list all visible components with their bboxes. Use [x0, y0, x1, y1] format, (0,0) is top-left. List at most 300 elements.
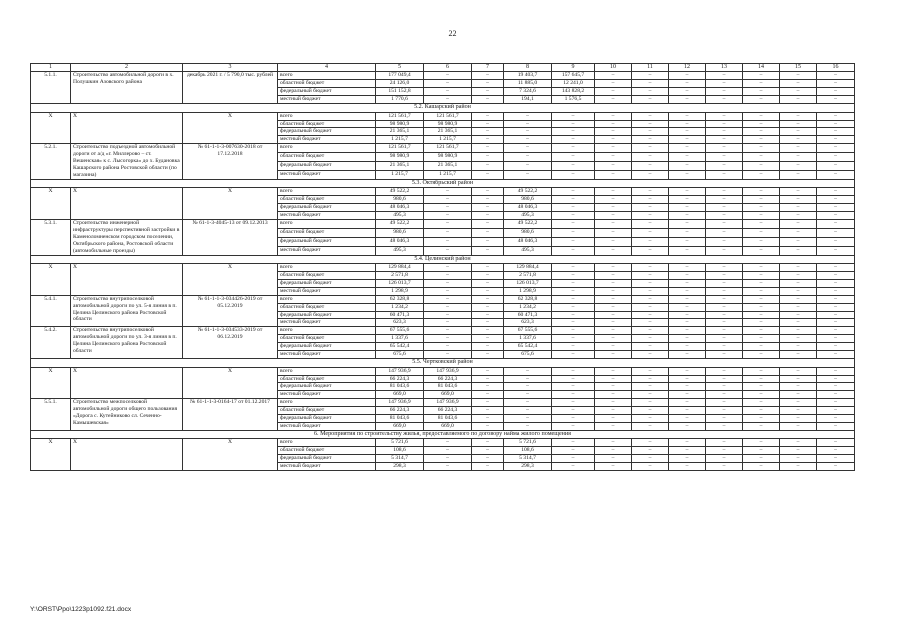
empty-year-cell: –	[632, 455, 669, 463]
amount-cell: –	[472, 237, 504, 246]
empty-year-cell: –	[595, 351, 632, 359]
empty-year-cell: –	[669, 335, 706, 343]
empty-year-cell: –	[743, 319, 780, 327]
empty-year-cell: –	[817, 391, 855, 399]
amount-cell: 121 561,7	[376, 112, 424, 120]
empty-year-cell: –	[780, 120, 817, 128]
amount-cell: –	[472, 228, 504, 237]
funding-source: федеральный бюджет	[278, 237, 376, 246]
header-cell: 1	[31, 64, 71, 72]
empty-year-cell: –	[595, 343, 632, 351]
item-document: Х	[183, 439, 278, 471]
amount-cell: 21 365,1	[424, 162, 472, 171]
empty-year-cell: –	[706, 120, 743, 128]
amount-cell: –	[472, 220, 504, 229]
amount-cell: 623,3	[504, 319, 552, 327]
empty-year-cell: –	[669, 112, 706, 120]
empty-year-cell: –	[595, 162, 632, 171]
table-row	[31, 112, 855, 120]
amount-cell: 121 561,7	[424, 144, 472, 153]
empty-year-cell: –	[780, 246, 817, 255]
empty-year-cell: –	[632, 407, 669, 415]
empty-year-cell: –	[706, 319, 743, 327]
amount-cell: –	[552, 237, 595, 246]
empty-year-cell: –	[632, 335, 669, 343]
funding-source: местный бюджет	[278, 212, 376, 220]
empty-year-cell: –	[595, 72, 632, 80]
empty-year-cell: –	[669, 311, 706, 319]
empty-year-cell: –	[817, 335, 855, 343]
empty-year-cell: –	[595, 128, 632, 136]
empty-year-cell: –	[817, 128, 855, 136]
empty-year-cell: –	[632, 237, 669, 246]
funding-source: местный бюджет	[278, 287, 376, 295]
empty-year-cell: –	[595, 88, 632, 96]
empty-year-cell: –	[706, 375, 743, 383]
empty-year-cell: –	[743, 188, 780, 196]
empty-year-cell: –	[595, 120, 632, 128]
amount-cell: –	[552, 455, 595, 463]
empty-year-cell: –	[595, 112, 632, 120]
amount-cell: –	[472, 120, 504, 128]
empty-year-cell: –	[817, 422, 855, 430]
amount-cell: –	[424, 455, 472, 463]
empty-year-cell: –	[595, 279, 632, 287]
empty-year-cell: –	[632, 272, 669, 280]
amount-cell: –	[424, 439, 472, 447]
empty-year-cell: –	[706, 391, 743, 399]
amount-cell: 49 522,2	[376, 188, 424, 196]
empty-year-cell: –	[669, 327, 706, 335]
empty-year-cell: –	[817, 303, 855, 311]
empty-year-cell: –	[817, 415, 855, 423]
amount-cell: –	[472, 311, 504, 319]
amount-cell: 147 936,9	[424, 367, 472, 375]
header-cell: 9	[552, 64, 595, 72]
amount-cell: –	[424, 335, 472, 343]
empty-year-cell: –	[595, 96, 632, 104]
empty-year-cell: –	[817, 72, 855, 80]
header-cell: 4	[278, 64, 376, 72]
amount-cell: 81 043,6	[376, 415, 424, 423]
empty-year-cell: –	[669, 422, 706, 430]
empty-year-cell: –	[780, 375, 817, 383]
funding-source: всего	[278, 295, 376, 303]
empty-year-cell: –	[706, 327, 743, 335]
amount-cell: –	[472, 112, 504, 120]
empty-year-cell: –	[595, 455, 632, 463]
item-number: Х	[31, 439, 71, 471]
empty-year-cell: –	[743, 415, 780, 423]
empty-year-cell: –	[743, 422, 780, 430]
amount-cell: 1 337,6	[504, 335, 552, 343]
empty-year-cell: –	[817, 88, 855, 96]
footer-file-path: Y:\ORST\Ppo\1223p1092.f21.docx	[30, 606, 132, 613]
amount-cell: 81 043,6	[424, 383, 472, 391]
empty-year-cell: –	[706, 439, 743, 447]
empty-year-cell: –	[743, 399, 780, 407]
empty-year-cell: –	[780, 264, 817, 272]
empty-year-cell: –	[632, 120, 669, 128]
amount-cell: –	[472, 422, 504, 430]
empty-year-cell: –	[595, 220, 632, 229]
amount-cell: –	[552, 327, 595, 335]
empty-year-cell: –	[780, 136, 817, 144]
amount-cell: –	[472, 303, 504, 311]
empty-year-cell: –	[743, 228, 780, 237]
funding-source: областной бюджет	[278, 447, 376, 455]
amount-cell: –	[552, 120, 595, 128]
amount-cell: –	[552, 287, 595, 295]
empty-year-cell: –	[743, 279, 780, 287]
item-name: Строительство внутрипоселковой автомобильной дороги по ул. 5-я линия в п. Целина Целинского района Ростовской области	[71, 295, 183, 327]
amount-cell: 147 936,9	[376, 399, 424, 407]
amount-cell: 66 224,3	[376, 407, 424, 415]
empty-year-cell: –	[706, 112, 743, 120]
empty-year-cell: –	[780, 463, 817, 471]
empty-year-cell: –	[780, 287, 817, 295]
amount-cell: 675,6	[504, 351, 552, 359]
amount-cell: 669,0	[424, 391, 472, 399]
empty-year-cell: –	[669, 287, 706, 295]
amount-cell: –	[472, 136, 504, 144]
empty-year-cell: –	[669, 80, 706, 88]
amount-cell: 24 126,0	[376, 80, 424, 88]
empty-year-cell: –	[817, 327, 855, 335]
amount-cell: 49 522,2	[376, 220, 424, 229]
amount-cell: 980,6	[376, 196, 424, 204]
amount-cell: 66 224,3	[424, 407, 472, 415]
empty-year-cell: –	[669, 264, 706, 272]
amount-cell: 669,0	[376, 391, 424, 399]
empty-year-cell: –	[632, 279, 669, 287]
empty-year-cell: –	[817, 272, 855, 280]
amount-cell: 21 365,1	[424, 128, 472, 136]
amount-cell: –	[424, 327, 472, 335]
empty-year-cell: –	[743, 455, 780, 463]
empty-year-cell: –	[595, 188, 632, 196]
amount-cell: –	[472, 88, 504, 96]
amount-cell: –	[504, 399, 552, 407]
amount-cell: 49 522,2	[504, 188, 552, 196]
empty-year-cell: –	[780, 220, 817, 229]
empty-year-cell: –	[780, 228, 817, 237]
empty-year-cell: –	[632, 80, 669, 88]
empty-year-cell: –	[706, 220, 743, 229]
amount-cell: –	[552, 463, 595, 471]
header-cell: 5	[376, 64, 424, 72]
empty-year-cell: –	[817, 407, 855, 415]
item-name: Х	[71, 112, 183, 144]
amount-cell: 48 046,3	[376, 237, 424, 246]
empty-year-cell: –	[780, 455, 817, 463]
section-row	[31, 359, 855, 368]
header-row	[31, 64, 855, 72]
section-row	[31, 104, 855, 113]
amount-cell: –	[472, 415, 504, 423]
empty-year-cell: –	[632, 136, 669, 144]
empty-year-cell: –	[706, 422, 743, 430]
empty-year-cell: –	[595, 327, 632, 335]
amount-cell: 129 884,4	[376, 264, 424, 272]
amount-cell: –	[472, 212, 504, 220]
empty-year-cell: –	[632, 153, 669, 162]
empty-year-cell: –	[669, 272, 706, 280]
amount-cell: –	[424, 279, 472, 287]
table-row	[31, 220, 855, 229]
funding-source: местный бюджет	[278, 463, 376, 471]
empty-year-cell: –	[632, 228, 669, 237]
funding-source: всего	[278, 399, 376, 407]
empty-year-cell: –	[632, 188, 669, 196]
empty-year-cell: –	[669, 375, 706, 383]
amount-cell: –	[472, 80, 504, 88]
empty-year-cell: –	[743, 287, 780, 295]
empty-year-cell: –	[743, 112, 780, 120]
empty-year-cell: –	[780, 407, 817, 415]
empty-year-cell: –	[706, 80, 743, 88]
amount-cell: –	[504, 422, 552, 430]
empty-year-cell: –	[669, 196, 706, 204]
empty-year-cell: –	[743, 162, 780, 171]
amount-cell: 2 571,8	[504, 272, 552, 280]
item-number: 5.1.1.	[31, 72, 71, 104]
amount-cell: –	[424, 96, 472, 104]
amount-cell: –	[552, 311, 595, 319]
empty-year-cell: –	[595, 287, 632, 295]
empty-year-cell: –	[669, 144, 706, 153]
amount-cell: –	[552, 272, 595, 280]
amount-cell: 66 224,3	[376, 375, 424, 383]
item-number: Х	[31, 188, 71, 220]
empty-year-cell: –	[706, 170, 743, 179]
empty-year-cell: –	[817, 383, 855, 391]
empty-year-cell: –	[817, 287, 855, 295]
empty-year-cell: –	[595, 375, 632, 383]
empty-year-cell: –	[780, 439, 817, 447]
section-title: 5.3. Октябрьский район	[31, 179, 855, 188]
empty-year-cell: –	[595, 367, 632, 375]
empty-year-cell: –	[743, 391, 780, 399]
empty-year-cell: –	[780, 153, 817, 162]
item-document: декабрь 2021 г. / 5 790,0 тыс. рублей	[183, 72, 278, 104]
empty-year-cell: –	[817, 246, 855, 255]
table-row	[31, 264, 855, 272]
funding-source: всего	[278, 439, 376, 447]
amount-cell: 48 046,3	[504, 237, 552, 246]
amount-cell: 65 542,4	[504, 343, 552, 351]
amount-cell: 108,6	[504, 447, 552, 455]
empty-year-cell: –	[817, 463, 855, 471]
empty-year-cell: –	[669, 170, 706, 179]
item-document: Х	[183, 112, 278, 144]
amount-cell: 121 561,7	[376, 144, 424, 153]
amount-cell: 98 980,9	[376, 153, 424, 162]
empty-year-cell: –	[632, 204, 669, 212]
empty-year-cell: –	[706, 335, 743, 343]
empty-year-cell: –	[780, 343, 817, 351]
amount-cell: 177 049,4	[376, 72, 424, 80]
empty-year-cell: –	[780, 422, 817, 430]
empty-year-cell: –	[780, 112, 817, 120]
funding-source: местный бюджет	[278, 391, 376, 399]
empty-year-cell: –	[743, 439, 780, 447]
amount-cell: –	[472, 188, 504, 196]
empty-year-cell: –	[632, 196, 669, 204]
empty-year-cell: –	[669, 153, 706, 162]
amount-cell: –	[504, 120, 552, 128]
empty-year-cell: –	[669, 128, 706, 136]
amount-cell: –	[472, 375, 504, 383]
empty-year-cell: –	[595, 204, 632, 212]
amount-cell: –	[424, 220, 472, 229]
amount-cell: 1 576,5	[552, 96, 595, 104]
amount-cell: –	[552, 319, 595, 327]
funding-source: областной бюджет	[278, 196, 376, 204]
empty-year-cell: –	[817, 220, 855, 229]
empty-year-cell: –	[743, 212, 780, 220]
amount-cell: –	[472, 204, 504, 212]
amount-cell: –	[552, 367, 595, 375]
amount-cell: –	[552, 295, 595, 303]
amount-cell: –	[472, 279, 504, 287]
amount-cell: 60 471,3	[376, 311, 424, 319]
amount-cell: –	[552, 144, 595, 153]
amount-cell: –	[424, 228, 472, 237]
empty-year-cell: –	[595, 264, 632, 272]
empty-year-cell: –	[632, 422, 669, 430]
item-number: 5.2.1.	[31, 144, 71, 180]
amount-cell: 147 936,9	[376, 367, 424, 375]
empty-year-cell: –	[595, 144, 632, 153]
empty-year-cell: –	[669, 399, 706, 407]
empty-year-cell: –	[595, 463, 632, 471]
empty-year-cell: –	[780, 272, 817, 280]
empty-year-cell: –	[706, 407, 743, 415]
empty-year-cell: –	[743, 96, 780, 104]
empty-year-cell: –	[706, 128, 743, 136]
header-cell: 8	[504, 64, 552, 72]
empty-year-cell: –	[669, 136, 706, 144]
funding-source: областной бюджет	[278, 272, 376, 280]
section-title: 6. Мероприятия по строительству жилья, предоставляемого по договору найма жилого помещения	[31, 430, 855, 439]
empty-year-cell: –	[669, 162, 706, 171]
empty-year-cell: –	[706, 455, 743, 463]
empty-year-cell: –	[632, 96, 669, 104]
amount-cell: –	[552, 279, 595, 287]
amount-cell: 98 980,9	[376, 120, 424, 128]
funding-source: федеральный бюджет	[278, 204, 376, 212]
amount-cell: –	[552, 212, 595, 220]
amount-cell: 147 936,9	[424, 399, 472, 407]
empty-year-cell: –	[817, 120, 855, 128]
item-name: Строительство инженерной инфраструктуры перспективной застройки в Каменоломненском городском поселении, Октябрьского района, Ростовской области (автомобильные проезды)	[71, 220, 183, 256]
empty-year-cell: –	[743, 72, 780, 80]
empty-year-cell: –	[632, 264, 669, 272]
amount-cell: 1 215,7	[424, 136, 472, 144]
empty-year-cell: –	[669, 88, 706, 96]
empty-year-cell: –	[595, 170, 632, 179]
funding-source: всего	[278, 220, 376, 229]
empty-year-cell: –	[743, 120, 780, 128]
empty-year-cell: –	[595, 228, 632, 237]
empty-year-cell: –	[817, 228, 855, 237]
amount-cell: 7 324,6	[504, 88, 552, 96]
amount-cell: 980,6	[504, 228, 552, 237]
empty-year-cell: –	[706, 228, 743, 237]
empty-year-cell: –	[632, 391, 669, 399]
amount-cell: –	[504, 112, 552, 120]
item-name: Строительство подъездной автомобильной дороги от а/д «г. Миллерово – ст. Вешенская» к с. Лысогорка» до х. Будановка Кашарского района Ростовской области (по магазина)	[71, 144, 183, 180]
empty-year-cell: –	[632, 399, 669, 407]
amount-cell: 62 328,8	[376, 295, 424, 303]
amount-cell: 669,0	[424, 422, 472, 430]
amount-cell: 980,6	[376, 228, 424, 237]
empty-year-cell: –	[595, 335, 632, 343]
amount-cell: 5 314,7	[504, 455, 552, 463]
amount-cell: 1 337,6	[376, 335, 424, 343]
amount-cell: 81 043,6	[376, 383, 424, 391]
item-name: Х	[71, 367, 183, 399]
amount-cell: –	[552, 228, 595, 237]
empty-year-cell: –	[669, 319, 706, 327]
empty-year-cell: –	[743, 272, 780, 280]
empty-year-cell: –	[780, 162, 817, 171]
empty-year-cell: –	[780, 351, 817, 359]
amount-cell: –	[424, 246, 472, 255]
amount-cell: –	[472, 343, 504, 351]
amount-cell: 1 234,2	[376, 303, 424, 311]
amount-cell: –	[552, 375, 595, 383]
empty-year-cell: –	[706, 204, 743, 212]
empty-year-cell: –	[706, 144, 743, 153]
empty-year-cell: –	[743, 351, 780, 359]
empty-year-cell: –	[595, 415, 632, 423]
amount-cell: –	[424, 212, 472, 220]
amount-cell: 1 215,7	[424, 170, 472, 179]
amount-cell: –	[472, 287, 504, 295]
empty-year-cell: –	[817, 351, 855, 359]
empty-year-cell: –	[706, 264, 743, 272]
funding-source: федеральный бюджет	[278, 415, 376, 423]
amount-cell: 129 884,4	[504, 264, 552, 272]
funding-source: федеральный бюджет	[278, 128, 376, 136]
table-row	[31, 72, 855, 80]
empty-year-cell: –	[780, 399, 817, 407]
funding-source: федеральный бюджет	[278, 383, 376, 391]
empty-year-cell: –	[817, 295, 855, 303]
empty-year-cell: –	[743, 303, 780, 311]
funding-source: всего	[278, 367, 376, 375]
amount-cell: 2 571,8	[376, 272, 424, 280]
empty-year-cell: –	[706, 311, 743, 319]
empty-year-cell: –	[632, 383, 669, 391]
funding-source: местный бюджет	[278, 96, 376, 104]
empty-year-cell: –	[780, 391, 817, 399]
empty-year-cell: –	[780, 237, 817, 246]
funding-source: областной бюджет	[278, 228, 376, 237]
amount-cell: –	[472, 170, 504, 179]
empty-year-cell: –	[706, 196, 743, 204]
empty-year-cell: –	[595, 237, 632, 246]
amount-cell: –	[472, 144, 504, 153]
amount-cell: –	[504, 375, 552, 383]
empty-year-cell: –	[669, 212, 706, 220]
amount-cell: –	[552, 162, 595, 171]
header-cell: 10	[595, 64, 632, 72]
empty-year-cell: –	[595, 196, 632, 204]
item-name: Строительство автомобильной дороги в х. Полушкин Азовского района	[71, 72, 183, 104]
